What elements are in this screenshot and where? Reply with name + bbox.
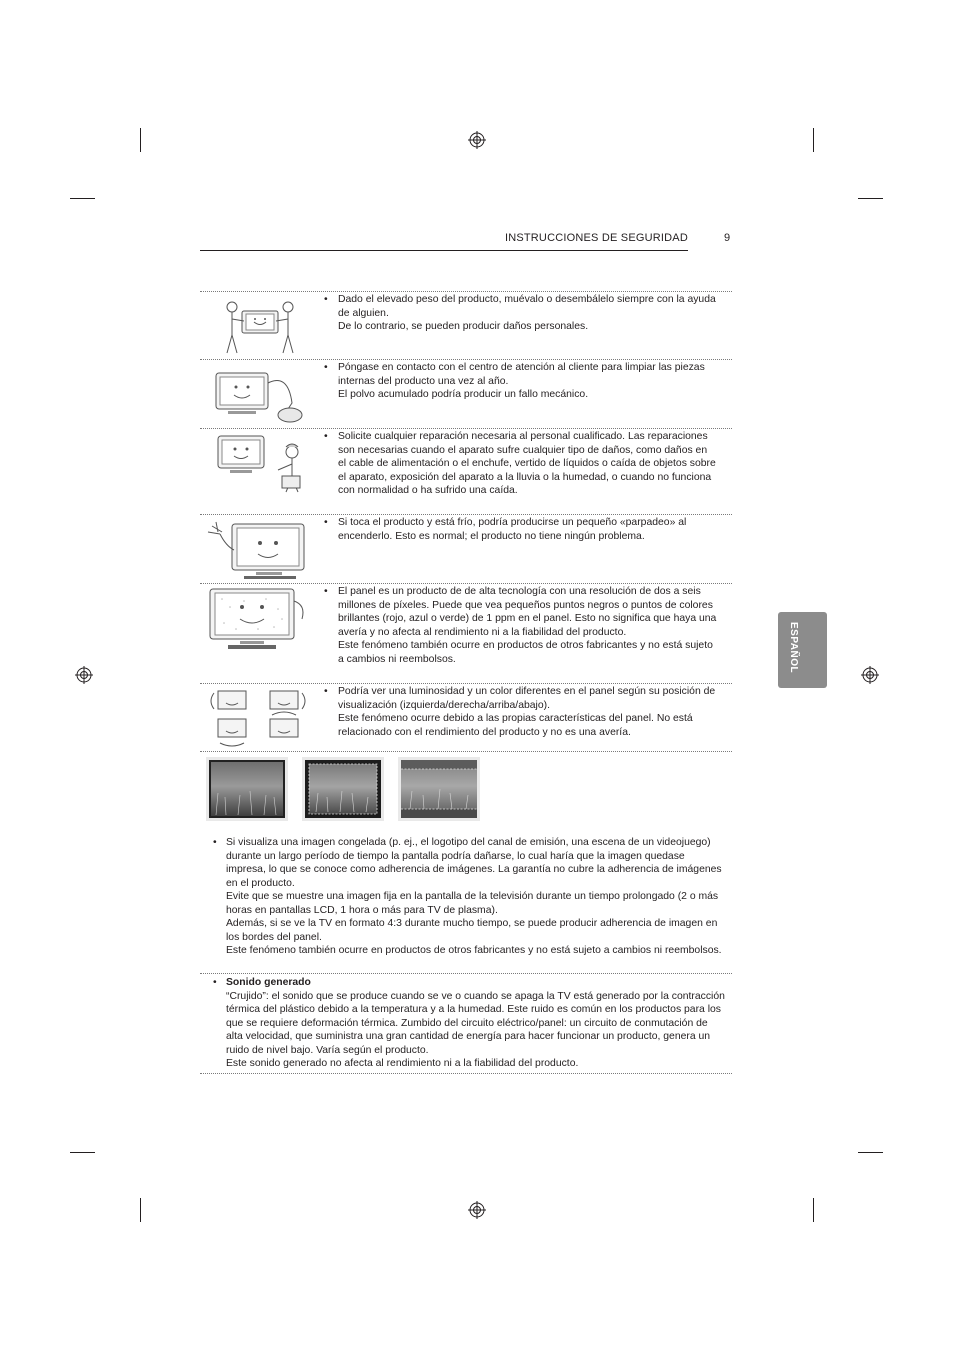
crop-mark	[140, 1198, 141, 1222]
crop-mark	[813, 128, 814, 152]
safety-item	[200, 585, 732, 681]
item-text: Póngase en contacto con el centro de atención al cliente para limpiar las piezas internas del producto una vez al año. El polvo acumulado podría producir un fallo mecánico.	[338, 362, 705, 400]
item-text: Podría ver una luminosidad y un color diferentes en el panel según su posición de visualización (izquierda/derecha/arriba/abajo). Este fenómeno ocurre debido a las propias características del panel. No está relacionado con el rendimiento del producto y no es una avería.	[338, 686, 716, 738]
item-text: El panel es un producto de de alta tecnología con una resolución de dos a seis millones de píxeles. Puede que vea pequeños puntos negros o puntos de colores brillantes (rojo, azul o verde) de 1 ppm en el panel. Esto no significa que haya una avería y no afecta al rendimiento ni a la fiabilidad del producto. Este fenómeno también ocurre en productos de otros fabricantes y no está sujeto a cambios ni reembolsos.	[338, 586, 717, 665]
bullet: •	[213, 837, 217, 848]
crop-mark	[858, 1152, 883, 1153]
safety-item	[200, 361, 732, 425]
two-people-carrying-tv-icon	[204, 295, 314, 359]
bullet: •	[213, 977, 217, 988]
bullet: •	[324, 362, 328, 373]
row-divider	[200, 359, 732, 360]
bullet: •	[324, 431, 328, 442]
row-divider	[200, 514, 732, 515]
crop-mark	[70, 198, 95, 199]
row-divider	[200, 751, 732, 752]
header-rule	[200, 250, 688, 251]
item-text: Dado el elevado peso del producto, muévalo o desembálelo siempre con la ayuda de alguien. De lo contrario, se pueden producir daños personales.	[338, 294, 716, 332]
crop-mark	[70, 1152, 95, 1153]
registration-mark-icon	[468, 131, 486, 149]
row-divider	[200, 973, 732, 974]
grass-landscape-image-1	[206, 757, 288, 821]
sound-title: Sonido generado	[226, 977, 311, 988]
row-divider	[200, 1073, 732, 1074]
row-divider	[200, 291, 732, 292]
row-divider	[200, 428, 732, 429]
safety-item	[200, 430, 732, 512]
grass-landscape-image-2	[302, 757, 384, 821]
safety-item	[200, 685, 732, 749]
row-divider	[200, 583, 732, 584]
cold-tv-icon	[204, 518, 314, 582]
image-retention-text: Si visualiza una imagen congelada (p. ej., el logotipo del canal de emisión, una escena de un videojuego) durante un largo período de tiempo la pantalla podría dañarse, lo cual haría que la imagen quedase impresa, lo que se conoce como adherencia de imágenes. La garantía no cubre la adherencia de imágenes en el producto. Evite que se muestre una imagen fija en la pantalla de la televisión durante un tiempo prolongado (2 o más horas en pantallas LCD, 1 hora o más para TV de plasma). Además, si se ve la TV en formato 4:3 durante mucho tiempo, se puede producir adherencia de imagen en los bordes del panel. Este fenómeno también ocurre en productos de otros fabricantes y no está sujeto a cambios ni reembolsos.	[226, 837, 722, 956]
tv-viewing-angles-icon	[204, 685, 314, 749]
registration-mark-icon	[468, 1201, 486, 1219]
item-text: Si toca el producto y está frío, podría producirse un pequeño «parpadeo» al encenderlo. Esto es normal; el producto no tiene ningún problema.	[338, 517, 687, 542]
bullet: •	[324, 294, 328, 305]
grass-landscape-image-3	[398, 757, 480, 821]
section-title: INSTRUCCIONES DE SEGURIDAD	[504, 232, 688, 244]
row-divider	[200, 683, 732, 684]
tv-pixel-dots-icon	[204, 587, 314, 651]
bullet: •	[324, 517, 328, 528]
language-tab	[778, 612, 827, 688]
registration-mark-icon	[861, 666, 879, 684]
item-text: Solicite cualquier reparación necesaria al personal cualificado. Las reparaciones son necesarias cuando el aparato sufre cualquier tipo de daños, como daños en el cable de alimentación o el enchufe, vertido de líquidos o caída de objetos sobre el aparato, exposición del aparato a la lluvia o la humedad, o cuando no funciona con normalidad o ha sufrido una caída.	[338, 431, 716, 496]
crop-mark	[813, 1198, 814, 1222]
language-tab-label: ESPAÑOL	[788, 622, 799, 674]
safety-item	[200, 516, 732, 580]
crop-mark	[140, 128, 141, 152]
tv-repair-technician-icon	[204, 432, 314, 496]
crop-mark	[858, 198, 883, 199]
safety-item	[200, 293, 732, 357]
bullet: •	[324, 586, 328, 597]
bullet: •	[324, 686, 328, 697]
page-number: 9	[724, 232, 731, 244]
sound-text: “Crujido”: el sonido que se produce cuando se ve o cuando se apaga la TV está generado por la contracción térmica del plástico debido a la temperatura y a la humedad. Este ruido es común en los productos para los que se requiere deformación térmica. Zumbido del circuito eléctrico/panel: un circuito de conmutación de alta velocidad, que suministra una gran cantidad de energía para hacer funcionar un producto, genera un ruido de nivel bajo. Varía según el producto. Este sonido generado no afecta al rendimiento ni a la fiabilidad del producto.	[226, 990, 725, 1069]
tv-vacuum-cleaner-icon	[204, 363, 314, 427]
registration-mark-icon	[75, 666, 93, 684]
